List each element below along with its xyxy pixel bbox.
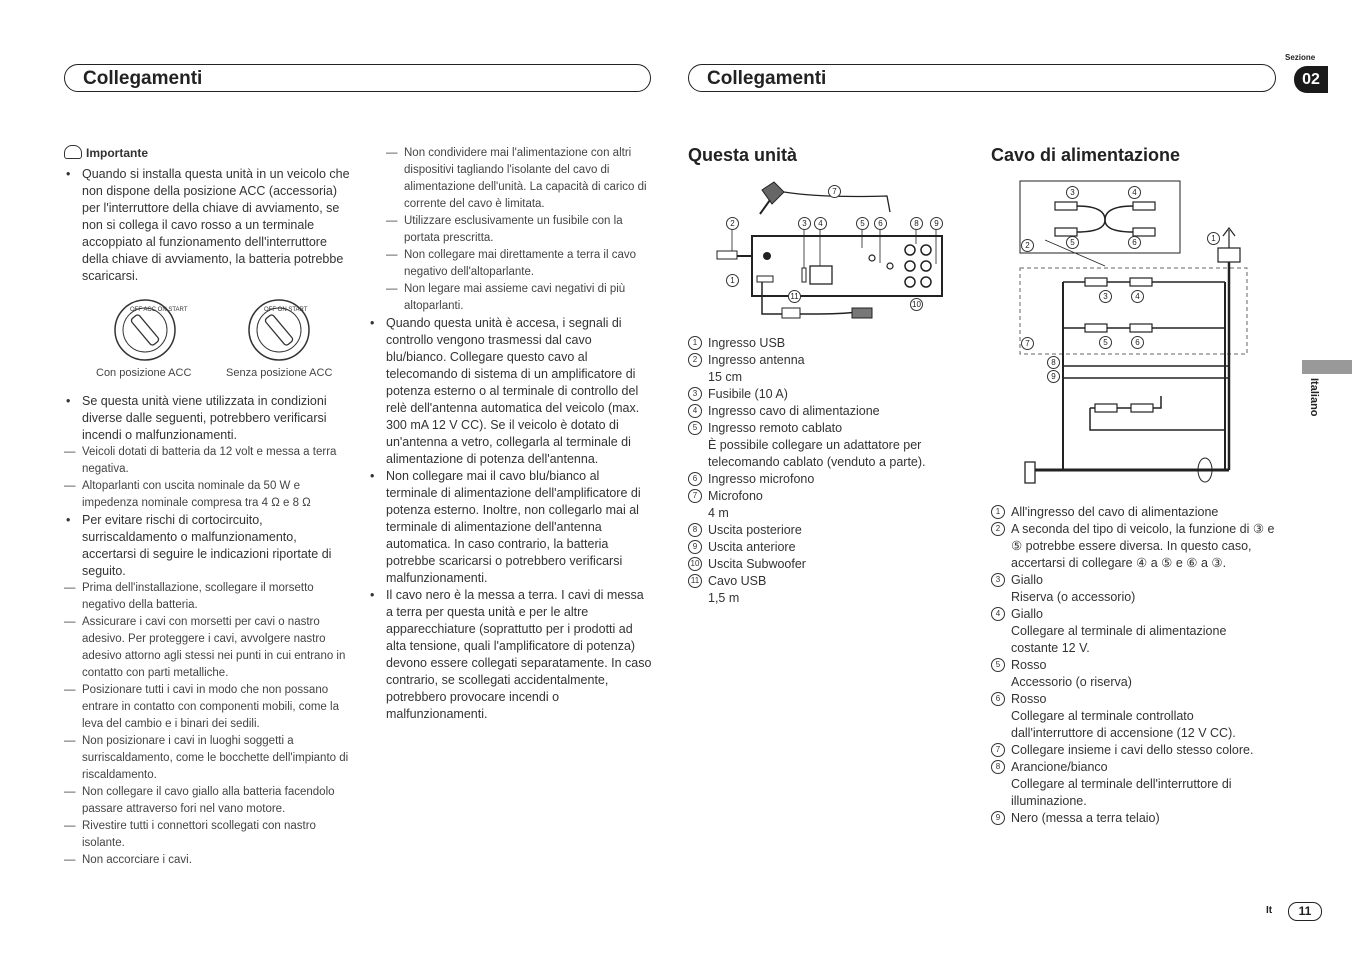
unit-item-7: 7 Microfono 4 m <box>688 488 963 522</box>
page-number: 11 <box>1288 902 1322 921</box>
unit-tag-2: 2 <box>726 217 739 230</box>
power-item-7: 7 Collegare insieme i cavi dello stesso colore. <box>991 742 1276 759</box>
power-item-5: 5 Rosso Accessorio (o riserva) <box>991 657 1276 691</box>
unit-item-1: 1 Ingresso USB <box>688 335 963 352</box>
power-tag-6-top: 6 <box>1128 236 1141 249</box>
col2-bullet-1: • Quando questa unità è accesa, i segnali di controllo vengono trasmessi dal cavo blu/bianco. Collegare questo cavo al telecomando di sistema di un amplificatore di potenza esterno o al terminale di controllo del relè dell'antenna automatica del veicolo (max. 300 mA 12 V CC). Se il veicolo è dotato di un'antenna a vetro, collegarla al terminale di alimentazione di potenza dell'antenna. <box>368 315 652 468</box>
unit-item-11: 11 Cavo USB 1,5 m <box>688 573 963 607</box>
col2-dash-1: — Non condividere mai l'alimentazione con altri dispositivi tagliando l'isolante del cavo di alimentazione dell'unità. La capacità di carico di corrente del cavo è limitata. <box>386 145 652 213</box>
power-tag-3: 3 <box>1099 290 1112 303</box>
key-switch-figures <box>64 285 354 385</box>
precaution-dash-1: — Prima dell'installazione, scollegare il morsetto negativo della batteria. <box>64 580 354 614</box>
precaution-dash-3: — Posizionare tutti i cavi in modo che non possano entrare in contatto con componenti mobili, come la leva del cambio e i binari dei sedili. <box>64 682 354 733</box>
power-tag-5-top: 5 <box>1066 236 1079 249</box>
precaution-dash-4: — Non posizionare i cavi in luoghi soggetti a surriscaldamento, come le bocchette dell'impianto di riscaldamento. <box>64 733 354 784</box>
power-tag-8: 8 <box>1047 356 1060 369</box>
unit-item-8: 8 Uscita posteriore <box>688 522 963 539</box>
unit-tag-3: 3 <box>798 217 811 230</box>
power-tag-4-top: 4 <box>1128 186 1141 199</box>
condition-dash-2: — Altoparlanti con uscita nominale da 50 W e impedenza nominale compresa tra 4 Ω e 8 Ω <box>64 478 354 512</box>
footer-language-code: It <box>1266 905 1273 916</box>
power-legend <box>991 504 1276 827</box>
language-tab <box>1302 360 1352 374</box>
unit-tag-1: 1 <box>726 274 739 287</box>
page-title-right: Collegamenti <box>707 68 827 89</box>
condition-dash-1: — Veicoli dotati di batteria da 12 volt e messa a terra negativa. <box>64 444 354 478</box>
power-item-2: 2 A seconda del tipo di veicolo, la funzione di ③ e ⑤ potrebbe essere diversa. In questo caso, accertarsi di collegare ④ a ⑤ e ⑥ a ③. <box>991 521 1276 572</box>
unit-item-5: 5 Ingresso remoto cablato È possibile collegare un adattatore per telecomando cablato (venduto a parte). <box>688 420 963 471</box>
section-number: 02 <box>1294 66 1328 93</box>
unit-tag-9: 9 <box>930 217 943 230</box>
key-acc-markings: OFF ACC ON START <box>130 307 188 313</box>
unit-diagram <box>712 178 962 328</box>
unit-tag-10: 10 <box>910 298 923 311</box>
precaution-dash-7: — Non accorciare i cavi. <box>64 852 354 869</box>
col2-dash-2: — Utilizzare esclusivamente un fusibile con la portata prescritta. <box>386 213 652 247</box>
unit-item-4: 4 Ingresso cavo di alimentazione <box>688 403 963 420</box>
unit-tag-6: 6 <box>874 217 887 230</box>
col2-bullet-2: • Non collegare mai il cavo blu/bianco al terminale di alimentazione dell'amplificatore di potenza esterno. Inoltre, non collegarlo mai al terminale di alimentazione dell'antenna automatica. In caso contrario, la batteria potrebbe scaricarsi o potrebbero verificarsi malfunzionamenti. <box>368 468 652 587</box>
precaution-dash-5: — Non collegare il cavo giallo alla batteria facendolo passare attraverso fori nel vano motore. <box>64 784 354 818</box>
power-tag-5: 5 <box>1099 336 1112 349</box>
power-item-1: 1 All'ingresso del cavo di alimentazione <box>991 504 1276 521</box>
power-heading: Cavo di alimentazione <box>991 145 1181 165</box>
header-bar-left <box>64 64 651 92</box>
caption-without-acc: Senza posizione ACC <box>226 367 333 379</box>
key-noacc-icon <box>249 300 309 360</box>
col2-bullet-3: • Il cavo nero è la messa a terra. I cavi di messa a terra per questa unità e per le altre apparecchiature (soprattutto per i prodotti ad alta tensione, quali l'amplificatore di potenza) devono essere collegati separatamente. In caso contrario, se scollegati accidentalmente, potrebbero provocare incendi o malfunzionamenti. <box>368 587 652 723</box>
left-column-2 <box>368 145 652 723</box>
important-bullet-2: • Se questa unità viene utilizzata in condizioni diverse dalle seguenti, potrebbero verificarsi incendi o malfunzionamenti. <box>64 393 354 444</box>
important-label: Importante <box>86 146 149 160</box>
power-item-9: 9 Nero (messa a terra telaio) <box>991 810 1276 827</box>
unit-diagram-svg <box>712 178 962 328</box>
important-icon <box>64 145 82 159</box>
important-bullet-3: • Per evitare rischi di cortocircuito, surriscaldamento o malfunzionamento, accertarsi di seguire le indicazioni riportate di seguito. <box>64 512 354 580</box>
power-tag-6: 6 <box>1131 336 1144 349</box>
section-label: Sezione <box>1285 53 1316 62</box>
col2-dash-3: — Non collegare mai direttamente a terra il cavo negativo dell'altoparlante. <box>386 247 652 281</box>
important-bullet-1: • Quando si installa questa unità in un veicolo che non dispone della posizione ACC (accessoria) per l'interruttore della chiave di avviamento, se non si collega il cavo rosso a un terminale accoppiato al funzionamento dell'interruttore della chiave di avviamento, la batteria potrebbe scaricarsi. <box>64 166 354 285</box>
unit-item-6: 6 Ingresso microfono <box>688 471 963 488</box>
caption-with-acc: Con posizione ACC <box>96 367 192 379</box>
power-tag-3-top: 3 <box>1066 186 1079 199</box>
precaution-dash-2: — Assicurare i cavi con morsetti per cavi o nastro adesivo. Per proteggere i cavi, avvolgere nastro adesivo attorno agli stessi nei punti in cui entrano in contatto con parti metalliche. <box>64 614 354 682</box>
page-title-left: Collegamenti <box>83 68 203 89</box>
power-item-8: 8 Arancione/bianco Collegare al terminale dell'interruttore di illuminazione. <box>991 759 1276 810</box>
power-item-6: 6 Rosso Collegare al terminale controllato dall'interruttore di accensione (12 V CC). <box>991 691 1276 742</box>
unit-heading: Questa unità <box>688 145 798 165</box>
power-tag-2: 2 <box>1021 239 1034 252</box>
unit-tag-7: 7 <box>828 185 841 198</box>
power-item-3: 3 Giallo Riserva (o accessorio) <box>991 572 1276 606</box>
unit-tag-5: 5 <box>856 217 869 230</box>
unit-item-3: 3 Fusibile (10 A) <box>688 386 963 403</box>
unit-tag-4: 4 <box>814 217 827 230</box>
key-noacc-markings: OFF ON START <box>264 307 308 313</box>
unit-legend <box>688 335 963 607</box>
power-item-4: 4 Giallo Collegare al terminale di alimentazione costante 12 V. <box>991 606 1276 657</box>
important-heading <box>64 145 354 162</box>
unit-tag-11: 11 <box>788 290 801 303</box>
power-tag-1: 1 <box>1207 232 1220 245</box>
precaution-dash-6: — Rivestire tutti i connettori scollegati con nastro isolante. <box>64 818 354 852</box>
header-bar-right <box>688 64 1276 92</box>
power-diagram <box>1015 178 1255 493</box>
power-tag-7: 7 <box>1021 337 1034 350</box>
language-label: Italiano <box>1308 378 1320 417</box>
power-tag-9: 9 <box>1047 370 1060 383</box>
power-tag-4: 4 <box>1131 290 1144 303</box>
col2-dash-4: — Non legare mai assieme cavi negativi di più altoparlanti. <box>386 281 652 315</box>
left-column-1 <box>64 145 354 869</box>
unit-item-9: 9 Uscita anteriore <box>688 539 963 556</box>
unit-item-2: 2 Ingresso antenna 15 cm <box>688 352 963 386</box>
key-acc-icon <box>115 300 188 360</box>
unit-item-10: 10 Uscita Subwoofer <box>688 556 963 573</box>
unit-tag-8: 8 <box>910 217 923 230</box>
